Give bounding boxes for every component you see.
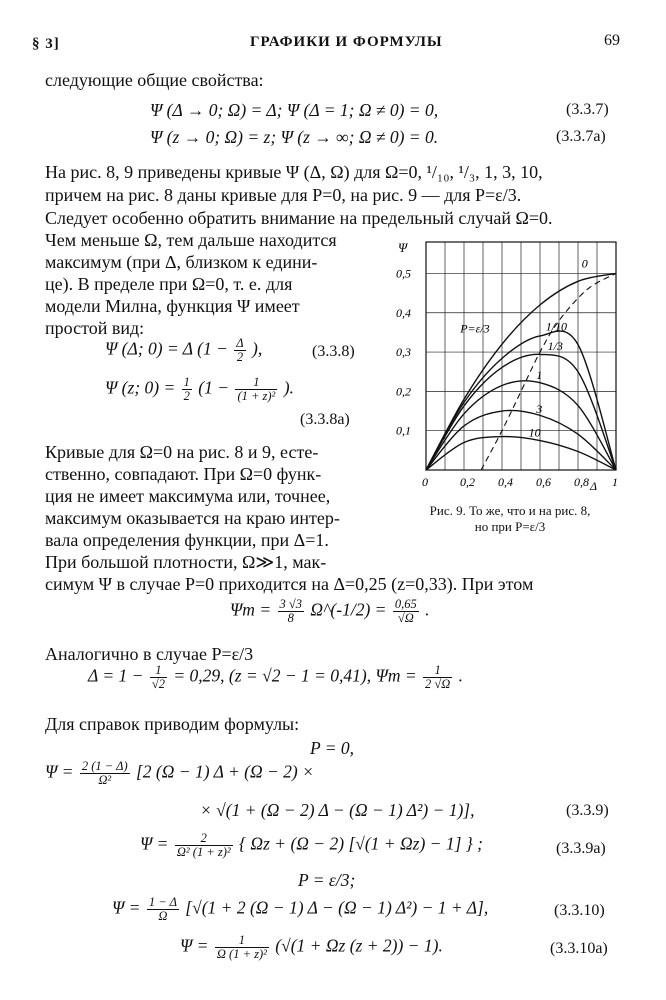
series-label: 3 — [536, 402, 543, 416]
paragraph-line: максимум оказывается на краю интер- — [45, 508, 340, 528]
section-number: § 3] — [32, 36, 60, 52]
y-tick-label: 0,4 — [396, 305, 411, 320]
x-tick-label: 0 — [422, 475, 428, 489]
x-tick-label: 0,6 — [536, 475, 551, 489]
figure-caption: но при P=ε/3 — [474, 519, 546, 534]
paragraph-line: ция не имеет максимума или, точнее, — [45, 486, 331, 506]
equation-number: (3.3.8а) — [300, 411, 350, 428]
intro-line: следующие общие свойства: — [45, 70, 264, 90]
paragraph-line: Для справок приводим формулы: — [45, 714, 300, 734]
paragraph-line: це). В пределе при Ω=0, т. е. для — [45, 274, 293, 294]
y-tick-label: 0,2 — [396, 384, 411, 399]
y-tick-label: 0,5 — [396, 266, 411, 281]
paragraph-line: модели Милна, функция Ψ имеет — [45, 296, 300, 316]
equation-number: (3.3.7) — [566, 101, 609, 118]
series-label: 1 — [536, 367, 543, 382]
paragraph-line: Кривые для Ω=0 на рис. 8 и 9, есте- — [45, 442, 319, 462]
equation-3-3-7a: Ψ (z → 0; Ω) = z; Ψ (z → ∞; Ω ≠ 0) = 0. — [150, 127, 439, 147]
paragraph-line: При большой плотности, Ω≫1, мак- — [45, 552, 327, 572]
equation-3-3-9a: Ψ = $\frac{2}{\text{Ω² (1 + z)²}}$ { Ωz + (Ω − 2) [√(1 + Ωz) − 1] } ; — [140, 831, 483, 859]
series-label: 0 — [581, 256, 588, 271]
equation-3-3-10a: Ψ = $\frac{1}{\text{Ω (1 + z)²}}$ (√(1 + Ωz (z + 2)) − 1). — [180, 933, 443, 961]
y-tick-label: 0,3 — [396, 345, 411, 360]
x-tick-label: 0,2 — [460, 475, 475, 489]
paragraph-line: симум Ψ в случае P=0 приходится на Δ=0,25 (z=0,33). При этом — [45, 574, 534, 594]
equation-number: (3.3.9) — [566, 802, 609, 819]
equation-number: (3.3.10) — [554, 902, 605, 919]
paragraph-line: На рис. 8, 9 приведены кривые Ψ (Δ, Ω) для Ω=0, ¹/₁₀, ¹/₃, 1, 3, 10, — [45, 162, 543, 182]
chart-annotation: P=ε/3 — [460, 321, 490, 336]
equation-number: (3.3.10а) — [550, 940, 608, 957]
equation-number: (3.3.7а) — [556, 128, 606, 145]
paragraph-line: простой вид: — [45, 318, 145, 338]
paragraph-line: Чем меньше Ω, тем дальше находится — [45, 230, 337, 250]
running-head: ГРАФИКИ И ФОРМУЛЫ — [250, 34, 443, 50]
equation-3-3-10: Ψ = $\frac{1 - \Delta}{\Omega}$ [√(1 + 2 (Ω − 1) Δ − (Ω − 1) Δ²) − 1 + Δ], — [112, 895, 489, 923]
equation-psi-m: Ψm = $\frac{3 √3}{8}$ Ω^(-1/2) = $\frac{0,65}{√\Omega}$ . — [230, 597, 430, 625]
x-tick-label: 0,8 — [574, 475, 589, 489]
equation-3-3-8a: Ψ (z; 0) = $\frac{1}{2}$ (1 − $\frac{1}{\text{(1 + z)²}}$ ). — [105, 375, 294, 403]
x-tick-label: 0,4 — [498, 475, 513, 489]
paragraph-line: причем на рис. 8 даны кривые для P=0, на рис. 9 — для P=ε/3. — [45, 185, 522, 205]
series-line — [481, 273, 616, 470]
condition-p-eps: P = ε/3; — [298, 870, 356, 890]
figure-caption: Рис. 9. То же, что и на рис. 8, — [429, 503, 591, 518]
x-tick-label: 1 — [612, 475, 618, 489]
equation-3-3-9: Ψ = $\frac{2 (1 - \Delta)}{\text{Ω²}}$ [2 (Ω − 1) Δ + (Ω − 2) × — [45, 759, 314, 787]
condition-p-zero: P = 0, — [310, 738, 355, 758]
equation-3-3-9-continued: × √(1 + (Ω − 2) Δ − (Ω − 1) Δ²) − 1)], — [200, 800, 475, 820]
paragraph-line: вала определения функции, при Δ=1. — [45, 530, 329, 550]
paragraph-line: максимум (при Δ, близком к едини- — [45, 252, 318, 272]
paragraph-line: ственно, совпадают. При Ω=0 функ- — [45, 464, 322, 484]
paragraph-line: Следует особенно обратить внимание на предельный случай Ω=0. — [45, 208, 553, 228]
equation-3-3-8: Ψ (Δ; 0) = Δ (1 − $\frac{\Delta}{2}$ ), — [105, 336, 263, 364]
paragraph-line: Аналогично в случае P=ε/3 — [45, 644, 254, 664]
equation-number: (3.3.8) — [312, 343, 355, 360]
equation-number: (3.3.9а) — [556, 840, 606, 857]
x-axis-label: Δ — [590, 479, 598, 493]
y-tick-label: 0,1 — [396, 423, 411, 438]
series-label: 1/3 — [547, 339, 563, 354]
page-number: 69 — [604, 32, 620, 49]
equation-analog: Δ = 1 − $\frac{1}{√2}$ = 0,29, (z = √2 − 1 = 0,41), Ψm = $\frac{1}{2 √\Omega}$ . — [88, 663, 464, 691]
y-axis-label: Ψ — [398, 240, 408, 255]
figure-9-chart — [390, 236, 640, 496]
equation-3-3-7: Ψ (Δ → 0; Ω) = Δ; Ψ (Δ = 1; Ω ≠ 0) = 0, — [150, 100, 439, 120]
series-label: 10 — [528, 425, 541, 440]
series-label: 1/10 — [545, 319, 568, 334]
